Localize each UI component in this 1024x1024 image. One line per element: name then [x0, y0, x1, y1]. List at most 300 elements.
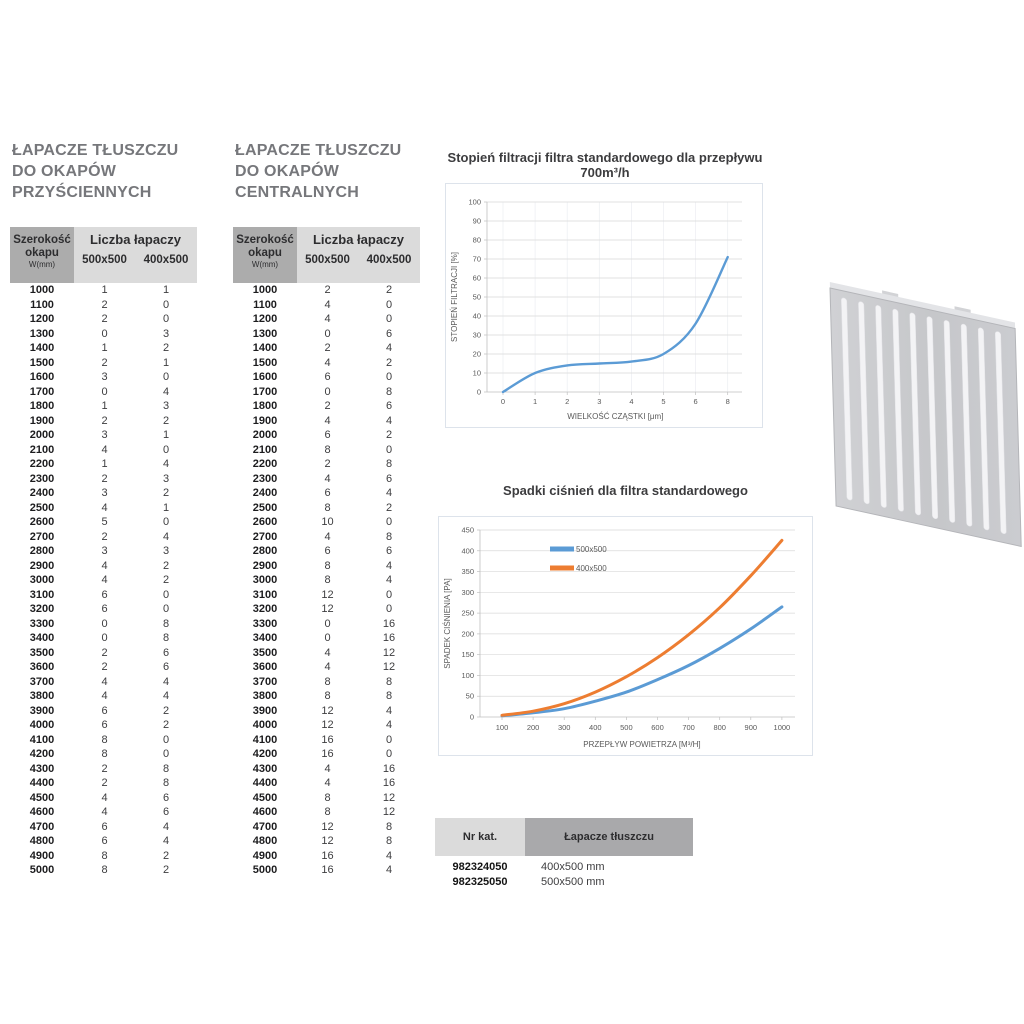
legend-label: 500x500 — [576, 545, 607, 554]
catalog-number: 982325050 — [452, 876, 508, 888]
catcher-count-cell: 6 — [101, 704, 108, 717]
table-row — [233, 675, 420, 690]
table-row — [10, 486, 197, 501]
catcher-count-cell: 2 — [324, 458, 331, 470]
table-row — [233, 660, 420, 675]
hood-width-cell: 2600 — [29, 516, 55, 528]
catcher-count-cell: 1 — [162, 356, 170, 369]
table-row — [10, 559, 197, 574]
catcher-count-cell: 3 — [162, 545, 170, 557]
table-row — [10, 689, 197, 704]
hood-width-cell: 3600 — [252, 661, 278, 673]
hood-width-cell: 3600 — [29, 661, 55, 673]
catcher-count-cell: 6 — [101, 820, 108, 833]
catcher-count-cell: 0 — [101, 385, 108, 398]
table-row — [10, 544, 197, 559]
catcher-count-cell: 3 — [101, 487, 108, 499]
hood-width-cell: 1100 — [253, 298, 277, 311]
catcher-count-cell: 8 — [385, 675, 393, 688]
table-row — [10, 515, 197, 530]
x-tick-label: 2 — [565, 397, 570, 406]
filtration-chart — [445, 183, 763, 428]
hood-width-cell: 2000 — [252, 429, 278, 441]
catcher-count-cell: 2 — [101, 298, 108, 311]
table-row — [233, 341, 420, 356]
catcher-count-cell: 2 — [101, 762, 108, 775]
catcher-count-cell: 8 — [385, 385, 393, 398]
catcher-count-cell: 16 — [321, 748, 334, 760]
catalog-size: 400x500 mm — [541, 861, 605, 873]
catcher-count-cell: 16 — [382, 632, 396, 644]
count-columns-header: Liczba łapaczy 500x500 400x500 — [297, 227, 420, 283]
hood-width-cell: 1900 — [29, 414, 55, 427]
table-row — [233, 399, 420, 414]
hood-width-cell: 2800 — [252, 545, 278, 557]
catcher-count-cell: 6 — [101, 835, 108, 847]
catcher-count-cell: 6 — [385, 472, 393, 485]
table-row — [10, 457, 197, 472]
catcher-count-cell: 8 — [385, 530, 393, 543]
catcher-count-cell: 10 — [321, 516, 334, 528]
table-header — [10, 227, 197, 283]
catcher-count-cell: 4 — [385, 342, 393, 354]
table-row — [233, 385, 420, 400]
table-row — [10, 733, 197, 748]
table-row — [10, 443, 197, 458]
x-tick-label: 6 — [693, 397, 698, 406]
hood-width-cell: 2900 — [29, 559, 55, 572]
catcher-count-cell: 6 — [324, 371, 331, 383]
table-row — [10, 312, 197, 327]
catcher-count-cell: 16 — [321, 849, 334, 862]
hood-width-cell: 2300 — [252, 472, 278, 485]
table-row — [10, 675, 197, 690]
catcher-count-cell: 3 — [101, 429, 108, 441]
catcher-count-cell: 12 — [382, 646, 396, 659]
catcher-count-cell: 2 — [101, 646, 108, 659]
table-row — [10, 776, 197, 791]
catcher-count-cell: 3 — [162, 472, 170, 485]
catcher-count-cell: 2 — [385, 356, 393, 369]
catalog-table — [435, 818, 693, 890]
catcher-count-cell: 8 — [324, 559, 331, 572]
catcher-count-cell: 8 — [162, 617, 170, 630]
catcher-count-cell: 3 — [101, 545, 108, 557]
hood-width-cell: 3000 — [29, 574, 55, 586]
catcher-count-cell: 4 — [162, 385, 170, 398]
section-title-wall-hoods — [12, 140, 232, 203]
hood-width-cell: 3800 — [29, 690, 55, 702]
catcher-count-cell: 4 — [385, 864, 393, 876]
catcher-count-cell: 16 — [321, 733, 334, 746]
catcher-count-cell: 6 — [162, 646, 170, 659]
hood-width-cell: 2000 — [29, 429, 55, 441]
table-row — [10, 573, 197, 588]
catcher-count-cell: 2 — [324, 284, 331, 296]
table-row — [10, 298, 197, 313]
y-tick-label: 50 — [472, 292, 481, 302]
y-tick-label: 300 — [461, 587, 474, 597]
x-tick-label: 400 — [589, 723, 602, 732]
catcher-count-cell: 6 — [385, 545, 393, 557]
table-row — [233, 283, 420, 298]
hood-width-cell: 4400 — [29, 777, 55, 789]
legend-label: 400x500 — [576, 564, 607, 573]
catcher-count-cell: 6 — [101, 719, 108, 731]
x-tick-label: 1 — [533, 397, 538, 406]
catcher-count-cell: 1 — [101, 458, 108, 470]
table-row — [10, 791, 197, 806]
title-line: DO OKAPÓW — [235, 163, 340, 180]
hood-width-cell: 3100 — [29, 588, 55, 601]
table-row — [10, 530, 197, 545]
title-line: CENTRALNYCH — [235, 184, 359, 201]
catcher-count-cell: 2 — [162, 414, 170, 427]
hood-width-cell: 1500 — [252, 356, 278, 369]
catcher-count-cell: 0 — [385, 516, 393, 528]
hood-width-cell: 4400 — [252, 777, 278, 789]
catcher-count-cell: 0 — [162, 733, 170, 746]
catcher-count-cell: 4 — [101, 806, 108, 818]
y-tick-label: 70 — [472, 254, 481, 264]
hood-width-cell: 3800 — [252, 690, 278, 702]
catcher-count-cell: 8 — [324, 675, 331, 688]
catcher-count-cell: 0 — [324, 385, 331, 398]
hood-width-cell: 1600 — [252, 371, 278, 383]
catcher-count-cell: 0 — [162, 443, 170, 456]
hood-width-cell: 1200 — [29, 313, 55, 325]
hood-width-cell: 1900 — [252, 414, 278, 427]
x-tick-label: 300 — [557, 723, 571, 732]
catalog-row — [435, 875, 693, 890]
catcher-count-cell: 8 — [324, 443, 331, 456]
table-row — [10, 370, 197, 385]
x-axis-title: PRZEPŁYW POWIETRZA [M³/H] — [583, 740, 701, 749]
table-row — [10, 617, 197, 632]
y-tick-label: 20 — [472, 349, 481, 359]
table-row — [233, 588, 420, 603]
x-tick-label: 100 — [495, 723, 509, 732]
hood-width-cell: 1300 — [29, 327, 55, 340]
hood-width-cell: 3400 — [29, 632, 55, 644]
catcher-count-cell: 2 — [324, 342, 331, 354]
hood-width-cell: 3500 — [252, 646, 278, 659]
catcher-count-cell: 4 — [101, 675, 108, 688]
table-row — [233, 457, 420, 472]
x-tick-label: 3 — [597, 397, 602, 406]
catcher-count-cell: 4 — [324, 298, 331, 311]
catcher-count-cell: 3 — [162, 327, 170, 340]
catcher-count-cell: 4 — [101, 443, 108, 456]
catcher-count-cell: 0 — [162, 371, 170, 383]
col-400x500: 400x500 — [143, 254, 189, 266]
catalog-header — [435, 818, 693, 856]
hood-width-cell: 3100 — [252, 588, 278, 601]
catcher-count-cell: 6 — [385, 327, 393, 340]
catcher-count-cell: 12 — [382, 791, 396, 804]
x-tick-label: 900 — [744, 723, 758, 732]
catcher-count-cell: 8 — [385, 835, 393, 847]
y-tick-label: 0 — [469, 712, 474, 722]
catcher-count-cell: 6 — [162, 806, 170, 818]
catalog-col-nr: Nr kat. — [435, 818, 525, 856]
hood-width-cell: 4300 — [252, 762, 278, 775]
catcher-count-cell: 8 — [101, 733, 108, 746]
table-row — [233, 530, 420, 545]
hood-width-cell: 2500 — [252, 501, 278, 514]
hood-width-cell: 3200 — [252, 603, 278, 615]
catcher-count-cell: 8 — [101, 849, 108, 862]
table-row — [233, 776, 420, 791]
catcher-count-cell: 12 — [382, 806, 396, 818]
col-500x500: 500x500 — [305, 254, 350, 266]
catcher-count-cell: 12 — [321, 820, 334, 833]
hood-width-cell: 1400 — [29, 342, 55, 354]
table-row — [233, 428, 420, 443]
catcher-count-cell: 8 — [101, 748, 108, 760]
catalog-col-product: Łapacze tłuszczu — [525, 818, 693, 856]
catcher-count-cell: 16 — [382, 777, 396, 789]
hood-width-cell: 2100 — [29, 443, 55, 456]
x-axis-title: WIELKOŚĆ CZĄSTKI [μm] — [567, 412, 664, 421]
table-row — [10, 863, 197, 878]
wall-hoods-table — [10, 227, 197, 878]
hood-width-cell: 4100 — [29, 733, 55, 746]
table-row — [233, 704, 420, 719]
catcher-count-cell: 4 — [324, 414, 331, 427]
catcher-count-cell: 4 — [162, 675, 170, 688]
filtration-chart-title: Stopień filtracji filtra standardowego dla przepływu 700m³/h — [447, 150, 763, 180]
hood-width-cell: 1400 — [252, 342, 278, 354]
hood-width-cell: 2500 — [29, 501, 55, 514]
hood-width-cell: 1800 — [252, 400, 278, 412]
catcher-count-cell: 6 — [162, 791, 170, 804]
table-header — [233, 227, 420, 283]
y-tick-label: 40 — [472, 311, 481, 321]
catcher-count-cell: 1 — [101, 342, 108, 354]
catcher-count-cell: 0 — [385, 603, 393, 615]
table-row — [233, 486, 420, 501]
table-row — [233, 327, 420, 342]
catcher-count-cell: 0 — [101, 617, 108, 630]
catcher-count-cell: 8 — [385, 820, 393, 833]
catcher-count-cell: 0 — [162, 748, 170, 760]
table-row — [233, 820, 420, 835]
table-row — [10, 805, 197, 820]
table-row — [10, 762, 197, 777]
table-row — [233, 718, 420, 733]
table-row — [233, 689, 420, 704]
catcher-count-cell: 6 — [324, 429, 331, 441]
hood-width-cell: 3700 — [29, 675, 55, 688]
hood-width-cell: 4500 — [29, 791, 55, 804]
y-tick-label: 250 — [461, 608, 474, 618]
hood-width-cell: 2600 — [252, 516, 278, 528]
hood-width-cell: 3000 — [252, 574, 278, 586]
catcher-count-cell: 4 — [385, 574, 393, 586]
catcher-count-cell: 2 — [385, 501, 393, 514]
table-row — [10, 747, 197, 762]
catcher-count-cell: 12 — [321, 603, 334, 615]
width-column-header: Szerokość okapu W(mm) — [10, 227, 74, 283]
catcher-count-cell: 3 — [101, 371, 108, 383]
width-column-header: Szerokość okapu W(mm) — [233, 227, 297, 283]
table-row — [10, 660, 197, 675]
catcher-count-cell: 2 — [101, 472, 108, 485]
hood-width-cell: 3300 — [29, 617, 55, 630]
table-row — [10, 385, 197, 400]
y-tick-label: 60 — [472, 273, 481, 283]
catcher-count-cell: 0 — [385, 443, 393, 456]
col-400x500: 400x500 — [366, 254, 412, 266]
catcher-count-cell: 0 — [324, 632, 331, 644]
hood-width-cell: 2200 — [252, 458, 278, 470]
catcher-count-cell: 4 — [324, 313, 331, 325]
hood-width-cell: 3900 — [252, 704, 278, 717]
catcher-count-cell: 2 — [162, 487, 170, 499]
y-axis-title: STOPIEŃ FILTRACJI [%] — [450, 252, 459, 342]
hood-width-cell: 4200 — [252, 748, 278, 760]
y-axis-title: SPADEK CIŚNIENIA [PA] — [443, 578, 452, 669]
table-row — [233, 501, 420, 516]
hood-width-cell: 4500 — [252, 791, 278, 804]
table-row — [10, 849, 197, 864]
title-line: ŁAPACZE TŁUSZCZU — [12, 142, 179, 159]
catcher-count-cell: 8 — [385, 458, 393, 470]
catcher-count-cell: 4 — [101, 690, 108, 702]
x-tick-label: 600 — [651, 723, 664, 732]
catcher-count-cell: 4 — [324, 356, 331, 369]
table-row — [10, 414, 197, 429]
catcher-count-cell: 2 — [162, 342, 170, 354]
table-body — [10, 283, 197, 878]
y-tick-label: 100 — [468, 197, 481, 207]
hood-width-cell: 1700 — [252, 385, 278, 398]
catcher-count-cell: 0 — [324, 327, 331, 340]
table-row — [233, 602, 420, 617]
col-500x500: 500x500 — [82, 254, 127, 266]
catcher-count-cell: 2 — [162, 864, 170, 876]
catcher-count-cell: 8 — [324, 574, 331, 586]
hood-width-cell: 2400 — [29, 487, 55, 499]
catcher-count-cell: 3 — [162, 400, 170, 412]
table-row — [233, 298, 420, 313]
table-row — [233, 370, 420, 385]
table-row — [233, 312, 420, 327]
catcher-count-cell: 1 — [101, 284, 108, 296]
grease-filter-panel-image — [820, 276, 1024, 576]
catcher-count-cell: 4 — [324, 661, 331, 673]
catalog-number: 982324050 — [452, 861, 508, 873]
catcher-count-cell: 4 — [324, 530, 331, 543]
catcher-count-cell: 0 — [385, 371, 393, 383]
hood-width-cell: 1700 — [29, 385, 55, 398]
catcher-count-cell: 2 — [385, 284, 393, 296]
hood-width-cell: 1000 — [29, 284, 55, 296]
catcher-count-cell: 2 — [162, 559, 170, 572]
count-columns-header: Liczba łapaczy 500x500 400x500 — [74, 227, 197, 283]
hood-width-cell: 3700 — [252, 675, 278, 688]
table-row — [233, 733, 420, 748]
catcher-count-cell: 8 — [162, 777, 170, 789]
catcher-count-cell: 4 — [385, 559, 393, 572]
catcher-count-cell: 0 — [101, 327, 108, 340]
catalog-row — [435, 860, 693, 875]
catcher-count-cell: 4 — [324, 646, 331, 659]
catcher-count-cell: 12 — [321, 835, 334, 847]
catcher-count-cell: 0 — [385, 733, 393, 746]
catcher-count-cell: 4 — [162, 690, 170, 702]
catcher-count-cell: 2 — [101, 530, 108, 543]
hood-width-cell: 4600 — [29, 806, 55, 818]
catcher-count-cell: 12 — [321, 588, 334, 601]
table-row — [10, 428, 197, 443]
catcher-count-cell: 4 — [101, 791, 108, 804]
catcher-count-cell: 16 — [382, 762, 396, 775]
catcher-count-cell: 0 — [324, 617, 331, 630]
table-row — [233, 849, 420, 864]
hood-width-cell: 3500 — [29, 646, 55, 659]
catcher-count-cell: 8 — [324, 791, 331, 804]
table-row — [233, 414, 420, 429]
catcher-count-cell: 6 — [101, 603, 108, 615]
catcher-count-cell: 0 — [162, 298, 170, 311]
hood-width-cell: 1500 — [29, 356, 55, 369]
table-row — [10, 399, 197, 414]
table-row — [10, 356, 197, 371]
catcher-count-cell: 0 — [162, 313, 170, 325]
catcher-count-cell: 1 — [162, 501, 170, 514]
catcher-count-cell: 6 — [162, 661, 170, 673]
hood-width-cell: 2700 — [252, 530, 278, 543]
hood-width-cell: 4600 — [252, 806, 278, 818]
pressure-drop-chart-title: Spadki ciśnień dla filtra standardowego — [503, 483, 748, 498]
table-row — [233, 747, 420, 762]
catcher-count-cell: 1 — [162, 429, 170, 441]
filter-panel — [830, 279, 1021, 546]
hood-width-cell: 5000 — [29, 864, 55, 876]
hood-width-cell: 2800 — [29, 545, 55, 557]
hood-width-cell: 4100 — [252, 733, 278, 746]
hood-width-cell: 1800 — [29, 400, 55, 412]
table-row — [233, 472, 420, 487]
chart-frame — [439, 517, 813, 756]
y-tick-label: 50 — [465, 691, 474, 701]
catcher-count-cell: 8 — [385, 690, 393, 702]
catcher-count-cell: 0 — [385, 313, 393, 325]
hood-width-cell: 2400 — [252, 487, 278, 499]
catcher-count-cell: 0 — [385, 748, 393, 760]
catcher-count-cell: 2 — [162, 574, 170, 586]
catcher-count-cell: 4 — [162, 820, 170, 833]
catcher-count-cell: 2 — [162, 849, 170, 862]
hood-width-cell: 4200 — [29, 748, 55, 760]
catcher-count-cell: 6 — [385, 400, 393, 412]
central-hoods-table — [233, 227, 420, 878]
table-row — [233, 791, 420, 806]
catcher-count-cell: 4 — [162, 835, 170, 847]
hood-width-cell: 4700 — [252, 820, 278, 833]
table-row — [233, 863, 420, 878]
hood-width-cell: 4800 — [29, 835, 55, 847]
y-tick-label: 100 — [461, 670, 474, 680]
x-tick-label: 800 — [713, 723, 726, 732]
catcher-count-cell: 4 — [101, 501, 108, 514]
hood-width-cell: 4700 — [29, 820, 55, 833]
table-row — [10, 631, 197, 646]
y-tick-label: 10 — [472, 368, 481, 378]
catcher-count-cell: 2 — [101, 661, 108, 673]
